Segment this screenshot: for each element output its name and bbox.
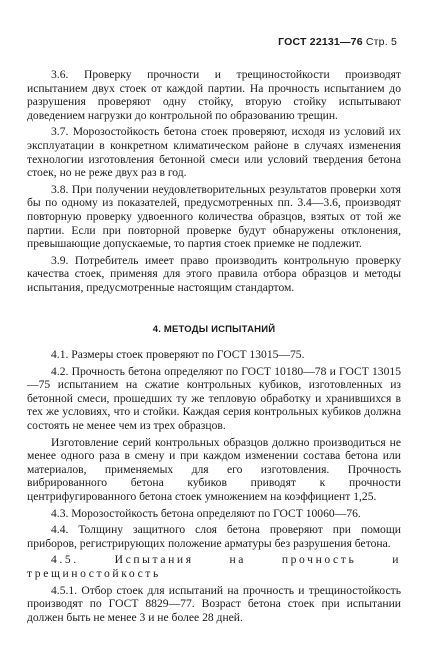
section-title: 4. МЕТОДЫ ИСПЫТАНИЙ [152, 323, 276, 335]
paragraph-3-9: 3.9. Потребитель имеет право производить контрольную проверку качества стоек, применяя для этого правила отбора образцов и методы испытания, предусмотренные настоящим стандартом. [27, 253, 401, 294]
paragraph-3-7: 3.7. Морозостойкость бетона стоек проверяют, исходя из условий их эксплуатации в конкретном климатическом районе в случаях изменения технологии изготовления бетонной смеси или условий твердения бетона стоек, но не реже двух раз в год. [27, 125, 401, 180]
standard-number: ГОСТ 22131—76 [278, 36, 363, 48]
page-number: Стр. 5 [365, 36, 397, 48]
running-header [278, 36, 397, 48]
paragraph-4-3: 4.3. Морозостойкость бетона определяют по ГОСТ 10060—76. [51, 506, 361, 520]
paragraph-4-2: 4.2. Прочность бетона определяют по ГОСТ 10180—78 и ГОСТ 13015—75 испытанием на сжатие контрольных кубиков, изготовленных из бетонной смеси, прошедших ту же тепловую обработку и хранившихся в тех же условиях, что и стойки. Каждая серия контрольных кубиков должна состоять не менее чем из трех образцов. [27, 364, 401, 433]
paragraph-4-4: 4.4. Толщину защитного слоя бетона проверяют при помощи приборов, регистрирующих положение арматуры без разрушения бетона. [27, 523, 401, 550]
paragraph-4-5-heading: 4.5. Испытания на прочность и трещиностойкость [27, 553, 401, 580]
paragraph-4-2-continued: Изготовление серий контрольных образцов должно производиться не менее одного раза в смену и при каждом изменении состава бетона или материалов, применяемых для его изготовления. Прочность вибрированного бетона кубиков приводят к прочности центрифугированного бетона стоек умножением на коэффициент 1,25. [27, 435, 401, 504]
paragraph-3-6: 3.6. Проверку прочности и трещиностойкости производят испытанием двух стоек от каждой партии. На прочность испытанием до разрушения проверяют одну стойку, вторую стойку испытывают доведением нагрузки до контрольной по образованию трещин. [27, 68, 401, 122]
paragraph-4-5-1: 4.5.1. Отбор стоек для испытаний на прочность и трещиностойкость производят по ГОСТ 8829—77. Возраст бетона стоек при испытании должен быть не менее 3 и не более 28 дней. [27, 583, 401, 624]
paragraph-3-8: 3.8. При получении неудовлетворительных результатов проверки хотя бы по одному из показателей, предусмотренных пп. 3.4—3.6, производят повторную проверку удвоенного количества образцов, взятых от той же партии. Если при повторной проверке будут обнаружены отклонения, превышающие допускаемые, то партия стоек приемке не подлежит. [27, 182, 401, 251]
body-text [27, 68, 401, 627]
paragraph-4-1: 4.1. Размеры стоек проверяют по ГОСТ 13015—75. [51, 348, 305, 362]
